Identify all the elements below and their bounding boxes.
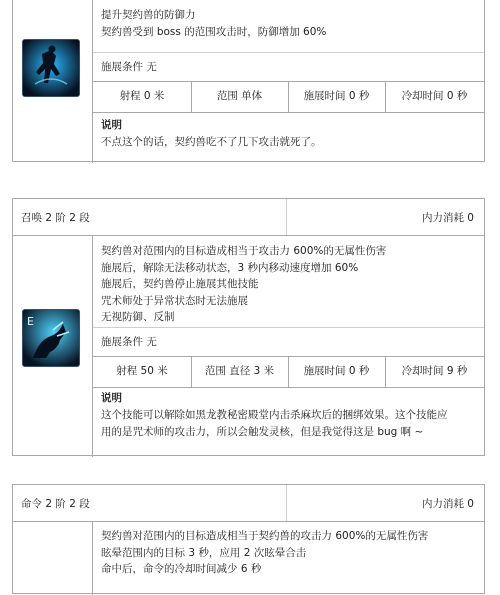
skill-note xyxy=(101,117,478,151)
skill-header xyxy=(13,485,484,522)
skill-description xyxy=(101,243,386,326)
skill-icon-cell xyxy=(13,0,93,163)
note-title: 说明 xyxy=(101,119,122,131)
desc-line: 契约兽受到 boss 的范围攻击时，防御增加 60% xyxy=(101,25,327,38)
note-title: 说明 xyxy=(101,392,122,404)
header-divider xyxy=(286,199,287,235)
desc-line: 提升契约兽的防御力 xyxy=(101,9,196,21)
mp-cost: 内力消耗 0 xyxy=(421,498,474,510)
desc-line: 眩晕范围内的目标 3 秒，应用 2 次眩晕合击 xyxy=(101,546,307,559)
stat-range: 射程 50 米 xyxy=(93,357,192,387)
desc-line: 契约兽对范围内的目标造成相当于契约兽的攻击力 600%的无属性伤害 xyxy=(101,530,429,542)
stat-cast-time: 施展时间 0 秒 xyxy=(288,82,386,112)
cast-condition-row xyxy=(93,327,484,356)
svg-text:E: E xyxy=(27,315,34,328)
desc-line: 命中后，命令的冷却时间减少 6 秒 xyxy=(101,563,262,575)
skill-description xyxy=(101,7,326,40)
summon-creature-icon xyxy=(23,310,79,366)
skill-name: 命令 2 阶 2 段 xyxy=(21,498,90,510)
stats-row xyxy=(93,356,484,388)
stat-cooldown: 冷却时间 0 秒 xyxy=(401,90,468,102)
skill-name: 召唤 2 阶 2 段 xyxy=(21,212,90,224)
skill-card-2 xyxy=(12,198,485,456)
stats-row xyxy=(93,81,484,113)
skill-description xyxy=(101,528,428,578)
skill-icon-cell xyxy=(13,522,93,595)
skill-icon xyxy=(22,39,80,97)
skill-icon-cell xyxy=(13,236,93,457)
skill-card-1 xyxy=(12,0,485,162)
skill-header xyxy=(13,199,484,236)
cast-condition: 施展条件 无 xyxy=(101,61,157,73)
desc-line: 施展后，解除无法移动状态，3 秒内移动速度增加 60% xyxy=(101,261,359,274)
desc-line: 无视防御、反制 xyxy=(101,311,175,323)
stat-scope: 范围 直径 3 米 xyxy=(191,357,289,387)
stat-scope: 范围 单体 xyxy=(191,82,289,112)
stat-range: 射程 0 米 xyxy=(93,82,192,112)
note-text: 不点这个的话，契约兽吃不了几下攻击就死了。 xyxy=(101,136,322,148)
note-line: 用的是咒术师的攻击力，所以会触发灵核，但是我觉得这是 bug 啊 ~ xyxy=(101,426,424,438)
note-line: 这个技能可以解除如黑龙教秘密殿堂内击杀麻坎后的捆绑效果。这个技能应 xyxy=(101,409,448,421)
skill-icon xyxy=(22,309,80,367)
cast-condition-row xyxy=(93,52,484,81)
header-divider xyxy=(286,485,287,521)
desc-line: 咒术师处于异常状态时无法施展 xyxy=(101,294,248,307)
cast-condition: 施展条件 无 xyxy=(101,336,157,348)
skill-card-3 xyxy=(12,484,485,594)
desc-line: 契约兽对范围内的目标造成相当于攻击力 600%的无属性伤害 xyxy=(101,245,387,257)
mp-cost: 内力消耗 0 xyxy=(421,212,474,224)
stat-cast-time: 施展时间 0 秒 xyxy=(288,357,386,387)
skill-note xyxy=(101,390,478,441)
summon-figure-icon xyxy=(23,40,79,96)
desc-line: 施展后，契约兽停止施展其他技能 xyxy=(101,278,259,290)
stat-cooldown: 冷却时间 9 秒 xyxy=(401,365,468,377)
